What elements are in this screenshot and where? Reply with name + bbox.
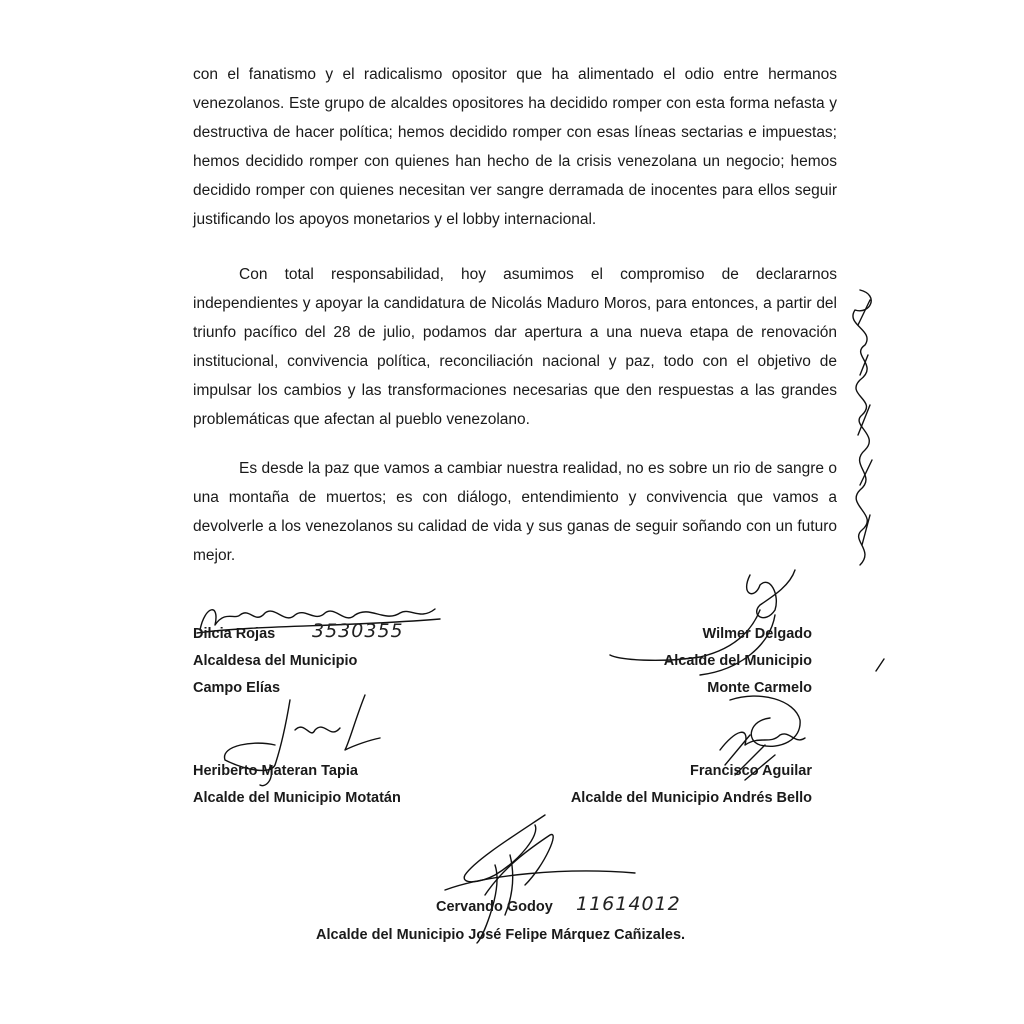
handwritten-id-dilcia-rojas: 3530355 xyxy=(312,620,404,642)
signatory-municipality-wilmer-delgado: Monte Carmelo xyxy=(707,680,812,696)
handwritten-id-cervando-godoy: 11614012 xyxy=(576,893,681,915)
signatory-name-heriberto-materan: Heriberto Materan Tapia xyxy=(193,763,358,779)
signatory-title-wilmer-delgado: Alcalde del Municipio xyxy=(663,653,812,669)
paragraph-1: con el fanatismo y el radicalismo opositor que ha alimentado el odio entre hermanos venezolanos. Este grupo de alcaldes opositores ha decidido romper con esta forma nefasta y destructiva de hacer política; hemos decidido romper con esas líneas sectarias e impuestas; hemos decidido romper con quienes han hecho de la crisis venezolana un negocio; hemos decidido romper con quienes necesitan ver sangre derramada de inocentes para ellos seguir justificando los apoyos monetarios y el lobby internacional. xyxy=(193,66,837,228)
signatory-name-francisco-aguilar: Francisco Aguilar xyxy=(690,763,812,779)
signatory-name-dilcia-rojas: Dilcia Rojas xyxy=(193,626,276,642)
signatory-name-cervando-godoy: Cervando Godoy xyxy=(436,899,553,915)
margin-signature xyxy=(840,285,900,585)
signature-cervando-godoy xyxy=(425,805,645,945)
signatory-name-wilmer-delgado: Wilmer Delgado xyxy=(702,626,812,642)
paragraph-3: Es desde la paz que vamos a cambiar nuestra realidad, no es sobre un rio de sangre o una montaña de muertos; es con diálogo, entendimiento y convivencia que vamos a devolverle a los venezolanos su calidad de vida y sus ganas de seguir soñando con un futuro mejor. xyxy=(193,460,837,564)
signatory-municipality-dilcia-rojas: Campo Elías xyxy=(193,680,281,696)
margin-mark xyxy=(872,655,892,675)
signatory-title-cervando-godoy: Alcalde del Municipio José Felipe Márquez Cañizales. xyxy=(316,927,686,943)
signatory-title-dilcia-rojas: Alcaldesa del Municipio xyxy=(193,653,358,669)
signatory-title-heriberto-materan: Alcalde del Municipio Motatán xyxy=(193,790,401,806)
signatory-title-francisco-aguilar: Alcalde del Municipio Andrés Bello xyxy=(570,790,812,806)
paragraph-2: Con total responsabilidad, hoy asumimos el compromiso de declararnos independientes y apoyar la candidatura de Nicolás Maduro Moros, para entonces, a partir del triunfo pacífico del 28 de julio, podamos dar apertura a una nueva etapa de renovación institucional, convivencia política, reconciliación nacional y paz, todo con el objetivo de impulsar los cambios y las transformaciones necesarias que den respuestas a las grandes problemáticas que afectan al pueblo venezolano. xyxy=(193,266,837,428)
